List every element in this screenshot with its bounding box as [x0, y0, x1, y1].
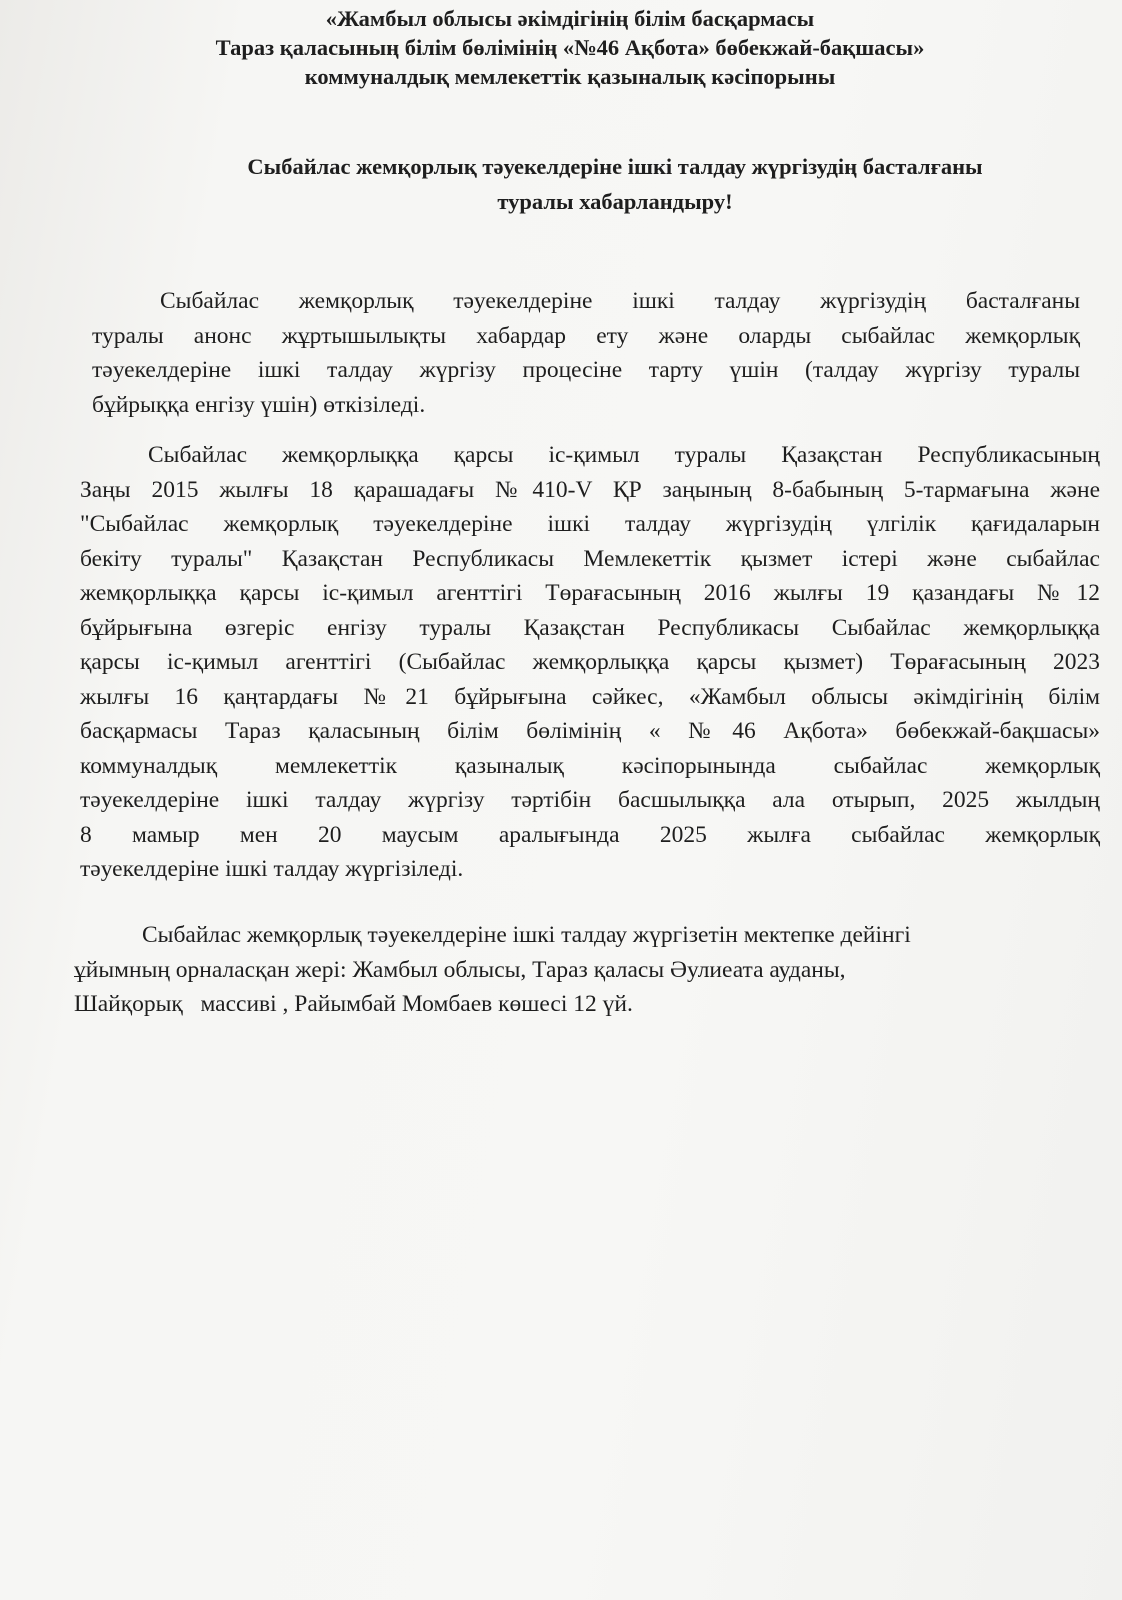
header-line: Тараз қаласының білім бөлімінің «№46 Ақбота» бөбекжай-бақшасы» — [215, 35, 925, 60]
header-line: «Жамбыл облысы әкімдігінің білім басқармасы — [325, 6, 815, 31]
paragraph-line: ұйымның орналасқан жері: Жамбыл облысы, Тараз қаласы Әулиеата ауданы, — [74, 956, 846, 983]
paragraph-location — [74, 918, 1074, 1022]
document-title — [170, 149, 1060, 219]
paragraph-line: Шайқорық массиві , Райымбай Момбаев көшесі 12 үй. — [74, 991, 633, 1017]
paragraph-line: туралы анонс жұртышылықты хабардар ету және оларды сыбайлас жемқорлық — [92, 322, 1080, 349]
paragraph-line: Сыбайлас жемқорлық тәуекелдеріне ішкі талдау жүргізудің басталғаны — [160, 288, 1080, 314]
header-line: коммуналдық мемлекеттік қазыналық кәсіпорыны — [304, 64, 836, 89]
paragraph-line: 8 мамыр мен 20 маусым аралығында 2025 жылға сыбайлас жемқорлық — [80, 821, 1100, 848]
paragraph-line: қарсы іс-қимыл агенттігі (Сыбайлас жемқорлыққа қарсы қызмет) Төрағасының 2023 — [80, 649, 1100, 675]
paragraph-line: "Сыбайлас жемқорлық тәуекелдеріне ішкі талдау жүргізудің үлгілік қағидаларын — [80, 511, 1100, 537]
paragraph-line: бұйрығына өзгеріс енгізу туралы Қазақстан Республикасы Сыбайлас жемқорлыққа — [80, 614, 1100, 641]
paragraph-line: Сыбайлас жемқорлыққа қарсы іс-қимыл туралы Қазақстан Республикасының — [148, 442, 1100, 468]
title-line: Сыбайлас жемқорлық тәуекелдеріне ішкі талдау жүргізудің басталғаны — [247, 154, 983, 179]
paragraph-line: жылғы 16 қаңтардағы №21 бұйрығына сәйкес, «Жамбыл облысы әкімдігінің білім — [80, 683, 1100, 710]
organization-header — [150, 4, 990, 91]
paragraph-legal-basis — [80, 438, 1100, 887]
paragraph-line: тәуекелдеріне ішкі талдау жүргізу тәртібін басшылыққа ала отырып, 2025 жылдың — [80, 787, 1100, 813]
paragraph-line: жемқорлыққа қарсы іс-қимыл агенттігі Төрағасының 2016 жылғы 19 қазандағы №12 — [80, 580, 1100, 606]
paragraph-line: Сыбайлас жемқорлық тәуекелдеріне ішкі талдау жүргізетін мектепке дейінгі — [142, 922, 911, 948]
paragraph-line: бұйрыққа енгізу үшін) өткізіледі. — [92, 391, 426, 418]
paragraph-line: бекіту туралы" Қазақстан Республикасы Мемлекеттік қызмет істері және сыбайлас — [80, 545, 1100, 572]
paragraph-line: тәуекелдеріне ішкі талдау жүргізу процесіне тарту үшін (талдау жүргізу туралы — [92, 357, 1080, 383]
title-line: туралы хабарландыру! — [497, 189, 733, 214]
paragraph-announcement — [92, 284, 1080, 422]
paragraph-line: тәуекелдеріне ішкі талдау жүргізіледі. — [80, 856, 464, 882]
paragraph-line: басқармасы Тараз қаласының білім бөлімінің « №46 Ақбота» бөбекжай-бақшасы» — [80, 718, 1100, 744]
paragraph-line: Заңы 2015 жылғы 18 қарашадағы №410-V ҚР заңының 8-бабының 5-тармағына және — [80, 476, 1100, 503]
paragraph-line: коммуналдық мемлекеттік қазыналық кәсіпорынында сыбайлас жемқорлық — [80, 752, 1100, 779]
